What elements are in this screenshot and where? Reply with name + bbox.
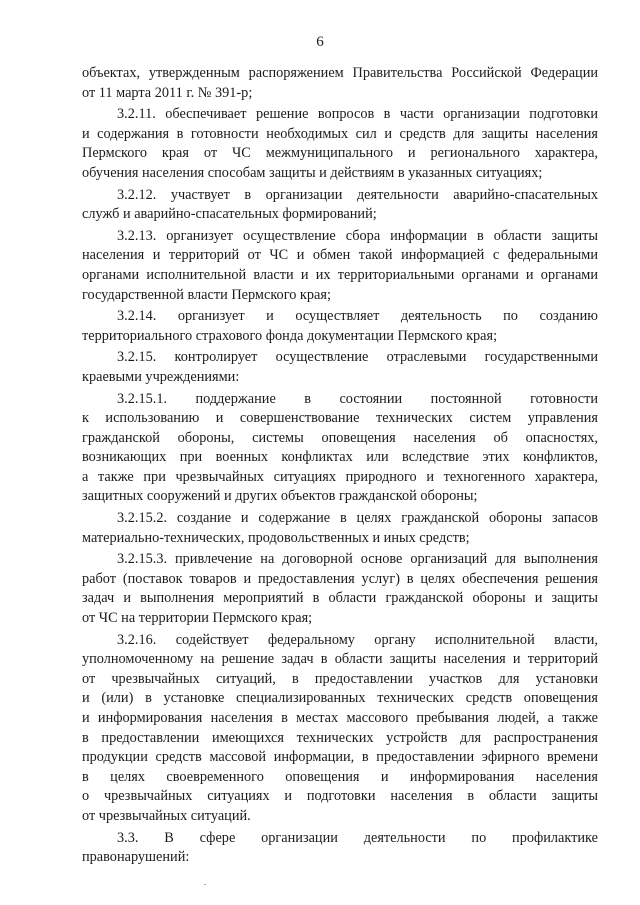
text-line: материально-технических, продовольственных и иных средств; [82,529,470,546]
text-line: краевыми учреждениями: [82,368,240,385]
text-line: к использованию и совершенствование технических систем управления [82,410,598,427]
text-line: а также при чрезвычайных ситуациях природного и техногенного характера, [82,468,598,485]
text-line: служб и аварийно-спасательных формирований; [82,206,377,223]
text-line: от 11 марта 2011 г. № 391-р; [82,84,253,101]
text-line: о чрезвычайных ситуациях и подготовки населения в области защиты [82,788,598,805]
page-number: 6 [316,34,324,50]
text-line: 3.3. В сфере организации деятельности по профилактике [117,829,598,846]
text-line: объектах, утвержденным распоряжением Правительства Российской Федерации [82,65,598,81]
text-line: и информирования населения в местах массового пребывания людей, а также [82,710,598,726]
text-line: государственной власти Пермского края; [82,286,331,303]
text-line: 3.2.15.3. привлечение на договорной основе организаций для выполнения [117,551,598,568]
text-line: 3.2.15. контролирует осуществление отраслевыми государственными [117,349,598,366]
text-line: и содержания в готовности необходимых сил и средств для защиты населения [82,125,598,142]
text-line: гражданской обороны, системы оповещения населения об опасностях, [82,429,598,446]
text-line: возникающих при военных конфликтах или вследствие этих конфликтов, [82,449,598,466]
text-line: в предоставлении имеющихся технических устройств для распространения [82,729,598,746]
text-line: Пермского края от ЧС межмуниципального и регионального характера, [82,145,598,162]
text-line: от чрезвычайных ситуаций. [82,807,251,824]
text-line: 3.2.13. организует осуществление сбора информации в области защиты [117,227,598,244]
text-line: 3.2.16. содействует федеральному органу исполнительной власти, [117,631,598,648]
text-line: 3.2.15.2. создание и содержание в целях гражданской обороны запасов [117,510,598,527]
text-line: населения и территорий от ЧС и обмен такой информацией с федеральными [82,247,598,264]
text-line: и (или) в установке специализированных технических средств оповещения [82,690,598,707]
text-line: 3.2.11. обеспечивает решение вопросов в части организации подготовки [117,106,598,123]
text-line: задач и выполнения мероприятий в области гражданской обороны и защиты [82,590,598,607]
text-line: правонарушений: [82,849,190,866]
text-line: обучения населения способам защиты и действиям в указанных ситуациях; [82,164,543,181]
text-line: 3.2.14. организует и осуществляет деятельность по созданию [117,308,598,325]
text-line: 3.2.15.1. поддержание в состоянии постоянной готовности [117,390,598,407]
document-body [82,64,598,868]
text-line: от ЧС на территории Пермского края; [82,610,313,627]
text-line: органами исполнительной власти и их территориальными органами и органами [82,266,598,283]
text-line: защитных сооружений и других объектов гражданской обороны; [82,488,478,505]
text-line: уполномоченному на решение задач в области защиты населения и территорий [82,651,598,668]
text-line: в целях своевременного оповещения и информирования населения [82,768,598,785]
text-line: территориального страхового фонда документации Пермского края; [82,327,498,344]
text-line: 3.2.12. участвует в организации деятельности аварийно-спасательных [117,186,598,203]
text-line: от чрезвычайных ситуаций, в предоставлении участков для установки [82,670,598,687]
text-line: работ (поставок товаров и предоставления услуг) в целях обеспечения решения [82,570,598,587]
scan-speck [204,884,206,885]
text-line: продукции средств массовой информации, в предоставлении эфирного времени [82,749,598,766]
